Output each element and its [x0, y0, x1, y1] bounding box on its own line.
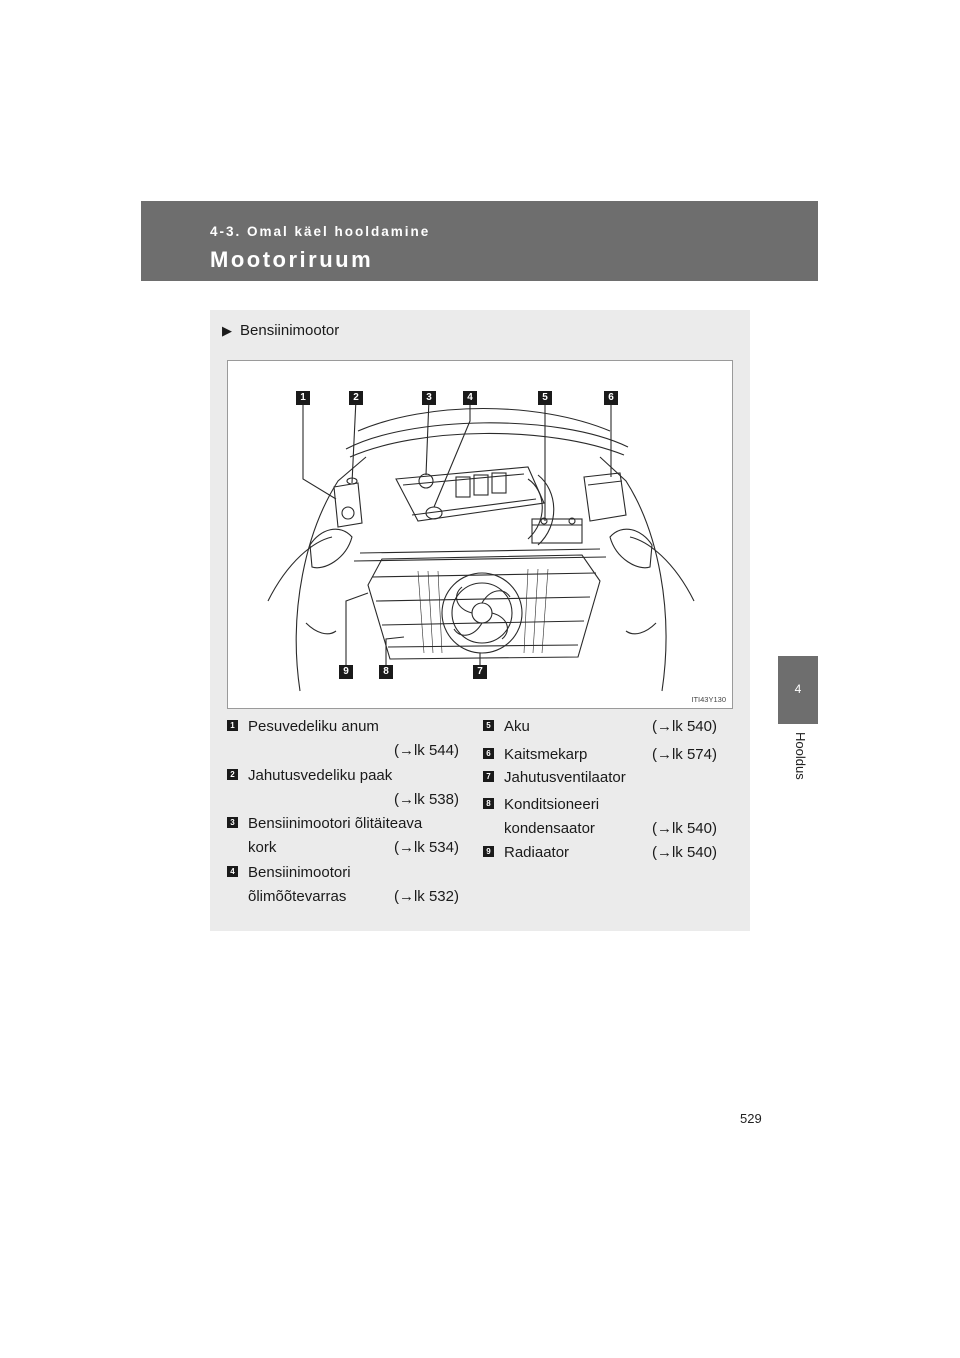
triangle-bullet-icon: ▶ [222, 323, 232, 338]
legend-item-1 [227, 715, 459, 763]
callout-3: 3 [422, 391, 436, 405]
legend-page-ref[interactable]: (→lk 540) [651, 844, 717, 861]
legend-item-4 [227, 861, 459, 909]
legend-item-label: Aku [504, 718, 530, 735]
legend-number-badge: 2 [227, 769, 238, 780]
legend-number-badge: 9 [483, 846, 494, 857]
legend-page-ref[interactable]: (→lk 574) [651, 746, 717, 763]
legend-number-badge: 3 [227, 817, 238, 828]
legend-item-label: Radiaator [504, 844, 570, 861]
callout-6: 6 [604, 391, 618, 405]
callout-7: 7 [473, 665, 487, 679]
legend-item-6 [483, 743, 717, 767]
section-header [141, 201, 818, 281]
legend-item-label: Jahutusventilaator [504, 769, 626, 786]
legend-item-label: Konditsioneeri [504, 796, 600, 813]
legend-item-8 [483, 793, 717, 841]
legend-item-label: Bensiinimootori [248, 864, 351, 881]
legend-item-label: Pesuvedeliku anum [248, 718, 379, 735]
legend-item-label: Bensiinimootori õlitäiteava [248, 815, 423, 832]
legend-item-label-cont: kondensaator [504, 820, 595, 837]
legend-item-2 [227, 764, 459, 812]
legend-number-badge: 4 [227, 866, 238, 877]
legend-number-badge: 1 [227, 720, 238, 731]
callout-5: 5 [538, 391, 552, 405]
page-title: Mootoriruum [210, 247, 374, 272]
chapter-label [778, 726, 818, 806]
legend-item-5 [483, 715, 717, 739]
page-number: 529 [740, 1111, 762, 1126]
legend-item-label-cont: õlimõõtevarras [248, 888, 347, 905]
engine-bay-panel [210, 310, 750, 931]
engine-bay-illustration [227, 360, 733, 709]
legend-item-7 [483, 766, 717, 790]
legend-page-ref[interactable]: (→lk 534) [393, 839, 459, 856]
callout-1: 1 [296, 391, 310, 405]
chapter-number: 4 [794, 682, 802, 696]
legend-page-ref[interactable]: (→lk 540) [651, 820, 717, 837]
callout-2: 2 [349, 391, 363, 405]
variant-label [222, 322, 339, 339]
variant-label-text: Bensiinimootor [240, 322, 340, 339]
legend-item-label: Kaitsmekarp [504, 746, 588, 763]
legend-page-ref[interactable]: (→lk 538) [393, 791, 459, 808]
callout-4: 4 [463, 391, 477, 405]
legend-item-label: Jahutusvedeliku paak [248, 767, 393, 784]
legend-page-ref[interactable]: (→lk 540) [651, 718, 717, 735]
legend-number-badge: 8 [483, 798, 494, 809]
chapter-tab[interactable] [778, 656, 818, 724]
legend-item-label-cont: kork [248, 839, 277, 856]
legend-item-9 [483, 841, 717, 865]
engine-bay-drawing [228, 361, 732, 708]
callout-9: 9 [339, 665, 353, 679]
chapter-label-text: Hooldus [793, 732, 808, 780]
legend-number-badge: 7 [483, 771, 494, 782]
legend-page-ref[interactable]: (→lk 544) [393, 742, 459, 759]
figure-code: ITI43Y130 [691, 695, 726, 704]
legend-page-ref[interactable]: (→lk 532) [393, 888, 459, 905]
section-title: 4-3. Omal käel hooldamine [210, 224, 431, 239]
legend-number-badge: 5 [483, 720, 494, 731]
legend-number-badge: 6 [483, 748, 494, 759]
legend-item-3 [227, 812, 459, 860]
callout-8: 8 [379, 665, 393, 679]
